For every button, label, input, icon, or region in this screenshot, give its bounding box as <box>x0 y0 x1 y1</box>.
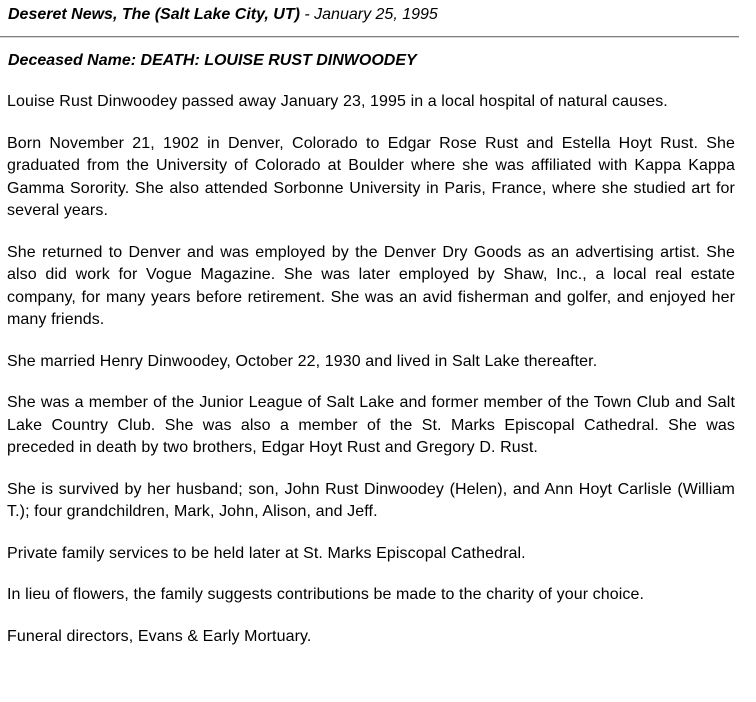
paragraph: Private family services to be held later at St. Marks Episcopal Cathedral. <box>7 544 526 562</box>
paragraph: She is survived by her husband; son, John Rust Dinwoodey (Helen), and Ann Hoyt Carlisle (William T.); four grandchildren, Mark, John, Alison, and Jeff. <box>7 480 735 520</box>
paragraph: Louise Rust Dinwoodey passed away January 23, 1995 in a local hospital of natural causes. <box>7 93 668 110</box>
paragraph: In lieu of flowers, the family suggests contributions be made to the charity of your choice. <box>7 586 645 603</box>
header-separator: - <box>299 6 315 23</box>
paragraph: Funeral directors, Evans & Early Mortuary. <box>7 627 312 645</box>
article-title: Deceased Name: DEATH: LOUISE RUST DINWOODEY <box>8 52 417 69</box>
header-divider <box>0 36 739 38</box>
paragraph: She married Henry Dinwoodey, October 22, 1930 and lived in Salt Lake thereafter. <box>7 352 598 370</box>
article-header <box>8 4 756 26</box>
paragraph: She returned to Denver and was employed by the Denver Dry Goods as an advertising artist. She also did work for Vogue Magazine. She was later employed by Shaw, Inc., a local real estate company, for many years before retirement. She was an avid fisherman and golfer, and enjoyed her many friends. <box>7 243 735 328</box>
article-body <box>7 91 735 667</box>
paragraph: She was a member of the Junior League of Salt Lake and former member of the Town Club and Salt Lake Country Club. She was also a member of the St. Marks Episcopal Cathedral. She was preceded in death by two brothers, Edgar Hoyt Rust and Gregory D. Rust. <box>7 394 735 456</box>
publication-name: Deseret News, The (Salt Lake City, UT) <box>8 6 300 23</box>
paragraph: Born November 21, 1902 in Denver, Colorado to Edgar Rose Rust and Estella Hoyt Rust. She graduated from the University of Colorado at Boulder where she was affiliated with Kappa Kappa Gamma Sorority. She also attended Sorbonne University in Paris, France, where she studied art for several years. <box>7 134 735 219</box>
publication-date: January 25, 1995 <box>314 6 438 23</box>
